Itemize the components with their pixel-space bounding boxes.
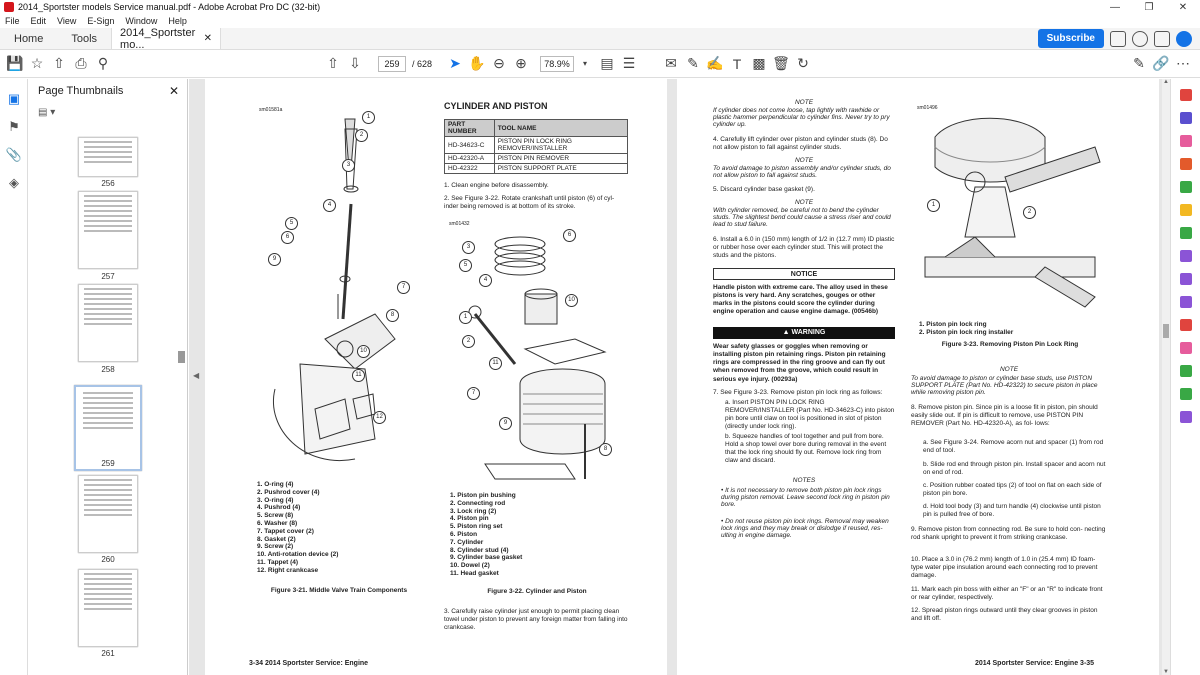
note-label: NOTE (794, 199, 814, 206)
legend-item: 2. Piston pin lock ring installer (919, 328, 1014, 336)
menu-window[interactable]: Window (125, 16, 158, 26)
document-scrollbar-thumb[interactable] (1163, 324, 1169, 338)
upload-icon[interactable]: ⇧ (53, 55, 65, 71)
step-text: 6. Install a 6.0 in (150 mm) length of 1/2 in (12.7 mm) ID plastic or rubber hose over each cylinder stud. This will protect the studs and the pistons. (713, 236, 895, 260)
help-icon[interactable] (1132, 31, 1148, 47)
text-tool-icon[interactable]: T (732, 55, 742, 72)
save-icon[interactable]: 💾 (6, 55, 24, 71)
legend-item: 4. Pushrod (4) (257, 504, 301, 512)
fill-sign-icon[interactable]: ✎ (1133, 55, 1145, 71)
thumbnail-scrollbar[interactable] (178, 139, 186, 669)
thumbnail-panel (28, 79, 188, 675)
legend-item: 3. O-ring (4) (257, 496, 294, 504)
comment-icon[interactable]: ✉ (665, 55, 677, 71)
callout: 8 (599, 443, 612, 456)
pdf-page-right (677, 79, 1159, 675)
zoom-dropdown-icon[interactable]: ▾ (583, 59, 588, 68)
note-text: To avoid damage to piston assembly and/or cylinder studs, do not allow piston to fall against studs. (713, 165, 891, 179)
step-text: 4. Carefully lift cylinder over piston and cylinder studs (8). Do not allow piston to fall against cylinder studs. (713, 136, 888, 152)
step-text: d. Hold tool body (3) and turn handle (4) clockwise until piston pin is pulled free of bore. (923, 503, 1101, 519)
stamp-icon[interactable]: ▩ (752, 55, 766, 71)
notes-label: NOTES (792, 477, 816, 484)
zoom-in-icon[interactable]: ⊕ (515, 55, 527, 71)
left-rail (0, 79, 28, 675)
protect-tool-icon[interactable] (1171, 244, 1200, 267)
rotate-icon[interactable]: ↻ (797, 55, 809, 71)
scroll-down-icon[interactable]: ▼ (1163, 669, 1169, 675)
figure-3-22-caption: Figure 3-22. Cylinder and Piston (487, 588, 587, 595)
callout: 2 (355, 129, 368, 142)
legend-item: 1. O-ring (4) (257, 481, 294, 488)
draw-icon[interactable]: ✍ (706, 55, 724, 71)
thumbnail-panel-title: Page Thumbnails (38, 85, 124, 97)
step-text: 7. See Figure 3-23. Remove piston pin lock ring as follows: (713, 389, 883, 396)
callout: 3 (462, 241, 475, 254)
hand-tool-icon[interactable]: ✋ (468, 55, 486, 71)
thumbnail-page-number: 260 (101, 555, 115, 564)
layers-icon[interactable]: ◈ (9, 175, 19, 190)
page-thumbnails-icon[interactable]: ▣ (7, 91, 21, 106)
step-text: 3. Carefully raise cylinder just enough to permit placing clean towel under piston to prevent any foreign matter from falling into crankcase. (444, 608, 628, 632)
thumbnail-page[interactable] (78, 569, 138, 647)
export-pdf-tool-icon[interactable] (1171, 152, 1200, 175)
figure-3-21-drawing (245, 109, 415, 479)
callout: 2 (1023, 206, 1036, 219)
legend-item: 9. Screw (2) (257, 543, 294, 551)
callout: 9 (268, 253, 281, 266)
thumbnail-page[interactable] (78, 475, 138, 553)
callout: 5 (285, 217, 298, 230)
step-text: 5. Discard cylinder base gasket (9). (713, 186, 815, 193)
step-text: 9. Remove piston from connecting rod. Be sure to hold con- necting rod shank upright to prevent it from striking crankcase. (911, 526, 1106, 542)
step-text: 10. Place a 3.0 in (76.2 mm) length of 1.0 in (25.4 mm) ID foam-type water pipe insulation around each connecting rod to prevent damage. (911, 556, 1098, 580)
zoom-level-input[interactable]: 78.9% (540, 56, 574, 72)
tool-table (444, 119, 628, 174)
close-window-button[interactable]: ✕ (1178, 1, 1188, 13)
step-text: b. Squeeze handles of tool together and pull from bore. Hold a shop towel over bore during removal in the event that the lock ring should fly out. Remove lock ring from claw and discard. (725, 433, 887, 465)
document-scrollbar[interactable] (1162, 79, 1170, 675)
callout: 3 (342, 159, 355, 172)
more-icon[interactable]: ⋯ (1176, 55, 1190, 71)
thumbnail-page[interactable] (78, 137, 138, 177)
note-text: To avoid damage to piston or cylinder base studs, use PISTON SUPPORT PLATE (Part No. HD-42322) to secure piston in place while removing piston pin. (911, 375, 1098, 396)
prepare-form-tool-icon[interactable] (1171, 336, 1200, 359)
tab-tools[interactable]: Tools (71, 32, 98, 45)
figure-3-23-drawing (915, 107, 1103, 319)
warning-text: Wear safety glasses or goggles when removing or installing piston pin retaining rings. Piston pin retaining rings are compressed in the ring groove and can fly out when removed from the groove, which could result in serious eye injury. (00293a) (713, 343, 886, 383)
tool-table-header: TOOL NAME (494, 120, 627, 137)
highlight-icon[interactable]: ✎ (687, 55, 699, 71)
attachments-icon[interactable]: 📎 (5, 147, 23, 162)
callout: 10 (357, 345, 370, 358)
print-production-tool-icon[interactable] (1171, 359, 1200, 382)
callout: 2 (462, 335, 475, 348)
callout: 7 (397, 281, 410, 294)
close-panel-icon[interactable]: ✕ (168, 84, 179, 98)
page-footer-right: 2014 Sportster Service: Engine 3-35 (975, 660, 1095, 667)
pdf-page-left (205, 79, 667, 675)
page-number-input[interactable]: 259 (378, 56, 406, 72)
figure-3-21-id: sm01581a (259, 107, 283, 113)
edit-pdf-tool-icon[interactable] (1171, 129, 1200, 152)
legend-item: 2. Pushrod cover (4) (257, 488, 320, 496)
notice-text: Handle piston with extreme care. The alloy used in these pistons is very hard. Any scratches, gouges or other marks in the pistons could score the cylinder during engine operation and cause engine damage. (00546b) (713, 284, 888, 316)
figure-3-21-caption: Figure 3-21. Middle Valve Train Components (270, 587, 408, 594)
notice-box: NOTICE (713, 268, 895, 280)
combine-files-tool-icon[interactable] (1171, 106, 1200, 129)
legend-item: 7. Tappet cover (2) (257, 527, 314, 535)
figure-3-22-id: sm01432 (449, 221, 470, 227)
right-tools-rail (1170, 79, 1200, 675)
callout: 10 (565, 294, 578, 307)
menu-esign[interactable]: E-Sign (87, 16, 115, 26)
page-display-icon[interactable]: ▤ (600, 55, 614, 71)
table-cell: HD-42322 (445, 164, 495, 174)
step-text: 8. Remove piston pin. Since pin is a loose fit in piston, pin should easily slide out. If pin is difficult to remove, use PISTON PIN REMOVER (Part No. HD-42320-A), as fol- lows: (911, 404, 1098, 428)
legend-item: 7. Cylinder (450, 538, 484, 546)
collapse-panel-icon[interactable]: ◀ (193, 371, 200, 380)
callout: 11 (489, 357, 502, 370)
section-heading: CYLINDER AND PISTON (444, 101, 548, 111)
next-page-icon[interactable]: ⇩ (349, 55, 361, 71)
note-label: NOTE (794, 157, 814, 164)
table-cell: PISTON PIN REMOVER (494, 154, 627, 164)
legend-item: 5. Piston ring set (450, 523, 503, 531)
legend-item: 1. Piston pin bushing (450, 492, 516, 499)
figure-3-21-legend (257, 481, 427, 575)
scrollbar-thumb[interactable] (178, 351, 185, 363)
notifications-icon[interactable] (1154, 31, 1170, 47)
step-text: 12. Spread piston rings outward until they clear grooves in piston and lift off. (911, 607, 1098, 623)
window-title: 2014_Sportster models Service manual.pdf - Adobe Acrobat Pro DC (32-bit) (18, 2, 321, 12)
legend-item: 11. Head gasket (450, 569, 499, 577)
step-text: c. Position rubber coated tips (2) of tool on flat on each side of piston pin bore. (923, 482, 1102, 498)
note-text: If cylinder does not come loose, tap lightly with rawhide or plastic hammer perpendicular to cylinder fins. Never try to pry cylinder up. (713, 107, 890, 128)
legend-item: 5. Screw (8) (257, 512, 294, 520)
menu-help[interactable]: Help (168, 16, 187, 26)
more-tools-icon[interactable] (1171, 405, 1200, 428)
figure-3-23-legend (919, 321, 1099, 337)
document-viewport (189, 79, 1200, 675)
figure-3-23-caption: Figure 3-23. Removing Piston Pin Lock Ring (941, 341, 1079, 348)
bookmarks-icon[interactable]: ⚑ (8, 119, 20, 134)
minimize-button[interactable]: — (1110, 1, 1120, 13)
share-screen-icon[interactable] (1110, 31, 1126, 47)
scan-ocr-tool-icon[interactable] (1171, 221, 1200, 244)
callout: 4 (323, 199, 336, 212)
thumbnail-page-number: 259 (101, 459, 115, 468)
request-esign-tool-icon[interactable] (1171, 267, 1200, 290)
legend-item: 3. Lock ring (2) (450, 507, 497, 515)
comment-tool-icon[interactable] (1171, 198, 1200, 221)
callout: 9 (499, 417, 512, 430)
thumbnail-page[interactable] (78, 284, 138, 362)
notes-item: • Do not reuse piston pin lock rings. Removal may weaken lock rings and they may break or dislodge if reused, res- ulting in engine damage. (721, 518, 889, 539)
callout: 8 (386, 309, 399, 322)
legend-item: 11. Tappet (4) (257, 558, 299, 566)
callout: 11 (352, 369, 365, 382)
compress-tool-icon[interactable] (1171, 313, 1200, 336)
callout: 6 (281, 231, 294, 244)
warning-icon: ▲ (782, 329, 790, 336)
callout: 7 (467, 387, 480, 400)
thumbnail-page-number: 258 (101, 365, 115, 374)
callout: 1 (927, 199, 940, 212)
note-label: NOTE (999, 366, 1019, 373)
tab-bar (0, 28, 1200, 50)
callout: 6 (563, 229, 576, 242)
thumbnail-page-number: 257 (101, 272, 115, 281)
scroll-up-icon[interactable]: ▲ (1163, 79, 1169, 85)
subscribe-button[interactable]: Subscribe (1038, 29, 1104, 48)
warning-label: WARNING (791, 329, 826, 336)
menu-edit[interactable]: Edit (30, 16, 47, 26)
legend-item: 10. Dowel (2) (450, 562, 490, 570)
legend-item: 8. Cylinder stud (4) (450, 546, 509, 554)
figure-3-23-id: sm01496 (917, 105, 938, 111)
table-cell: HD-42320-A (445, 154, 495, 164)
create-pdf-tool-icon[interactable] (1171, 83, 1200, 106)
callout: 12 (373, 411, 386, 424)
step-text: b. Slide rod end through piston pin. Install spacer and acorn nut on end of rod. (923, 461, 1106, 477)
prev-page-icon[interactable]: ⇧ (327, 55, 339, 71)
tab-home[interactable]: Home (14, 32, 44, 45)
figure-3-22-legend (450, 492, 630, 578)
select-cursor-icon[interactable]: ➤ (449, 55, 461, 71)
callout: 4 (479, 274, 492, 287)
menu-view[interactable]: View (57, 16, 77, 26)
scroll-mode-icon[interactable]: ☰ (622, 55, 636, 71)
restore-button[interactable]: ❐ (1144, 1, 1154, 13)
bookmark-star-icon[interactable]: ☆ (30, 55, 44, 71)
legend-item: 6. Piston (450, 530, 478, 538)
callout: 5 (459, 259, 472, 272)
warning-box (713, 327, 895, 339)
note-text: With cylinder removed, be careful not to bend the cylinder studs. The slightest bend could cause a stress riser and could lead to stud failure. (713, 207, 891, 228)
account-icon[interactable] (1176, 31, 1192, 47)
fill-sign-tool-icon[interactable] (1171, 290, 1200, 313)
legend-item: 4. Piston pin (450, 515, 489, 523)
share-link-icon[interactable]: 🔗 (1152, 55, 1170, 71)
acrobat-app-icon (4, 2, 14, 12)
menu-file[interactable]: File (5, 16, 20, 26)
print-icon[interactable]: ⎙ (75, 55, 87, 71)
thumbnail-page-number: 256 (101, 179, 115, 188)
table-cell: PISTON SUPPORT PLATE (494, 164, 627, 174)
callout: 1 (362, 111, 375, 124)
close-tab-icon[interactable]: ✕ (203, 33, 213, 44)
page-footer-left: 3-34 2014 Sportster Service: Engine (249, 660, 369, 667)
tab-document-label: 2014_Sportster mo... (120, 26, 196, 51)
step-text: 2. See Figure 3-22. Rotate crankshaft until piston (6) of cyl- inder being removed is at bottom of its stroke. (444, 195, 615, 211)
legend-item: 10. Anti-rotation device (2) (257, 551, 339, 559)
title-bar (0, 0, 1200, 14)
legend-item: 6. Washer (8) (257, 519, 298, 527)
note-label: NOTE (794, 99, 814, 106)
step-text: 11. Mark each pin boss with either an "F" or an "R" to indicate front or rear cylinder, respectively. (911, 586, 1103, 602)
step-text: 1. Clean engine before disassembly. (444, 182, 549, 189)
step-text: a. See Figure 3-24. Remove acorn nut and spacer (1) from rod end of tool. (923, 439, 1104, 455)
main-toolbar (0, 50, 1200, 78)
legend-item: 12. Right crankcase (257, 566, 319, 574)
table-cell: PISTON PIN LOCK RING REMOVER/INSTALLER (494, 137, 627, 154)
thumbnail-page-number: 261 (101, 649, 115, 658)
delete-icon[interactable]: 🗑 (772, 55, 790, 71)
search-icon[interactable]: ⚲ (97, 55, 109, 71)
tool-table-header: PART NUMBER (445, 120, 495, 137)
notes-item: • It is not necessary to remove both piston pin lock rings during piston removal. Leave second lock ring in piston pin bore. (721, 487, 890, 508)
tab-document[interactable] (111, 28, 221, 49)
page-total: / 628 (412, 58, 433, 69)
step-text: a. Insert PISTON PIN LOCK RING REMOVER/INSTALLER (Part No. HD-34623-C) into piston pin bore until claw on tool is positioned in slot of piston (directly under lock ring). (725, 399, 895, 431)
legend-item: 2. Connecting rod (450, 499, 506, 507)
table-cell: HD-34623-C (445, 137, 495, 154)
thumbnail-options-icon[interactable]: ▤ ▾ (38, 106, 56, 118)
stamp-tool-icon[interactable] (1171, 382, 1200, 405)
callout: 1 (459, 311, 472, 324)
organize-pages-tool-icon[interactable] (1171, 175, 1200, 198)
legend-item: 9. Cylinder base gasket (450, 554, 523, 562)
zoom-out-icon[interactable]: ⊖ (493, 55, 505, 71)
thumbnail-page[interactable] (78, 191, 138, 269)
legend-item: 8. Gasket (2) (257, 535, 296, 543)
legend-item: 1. Piston pin lock ring (919, 321, 987, 328)
